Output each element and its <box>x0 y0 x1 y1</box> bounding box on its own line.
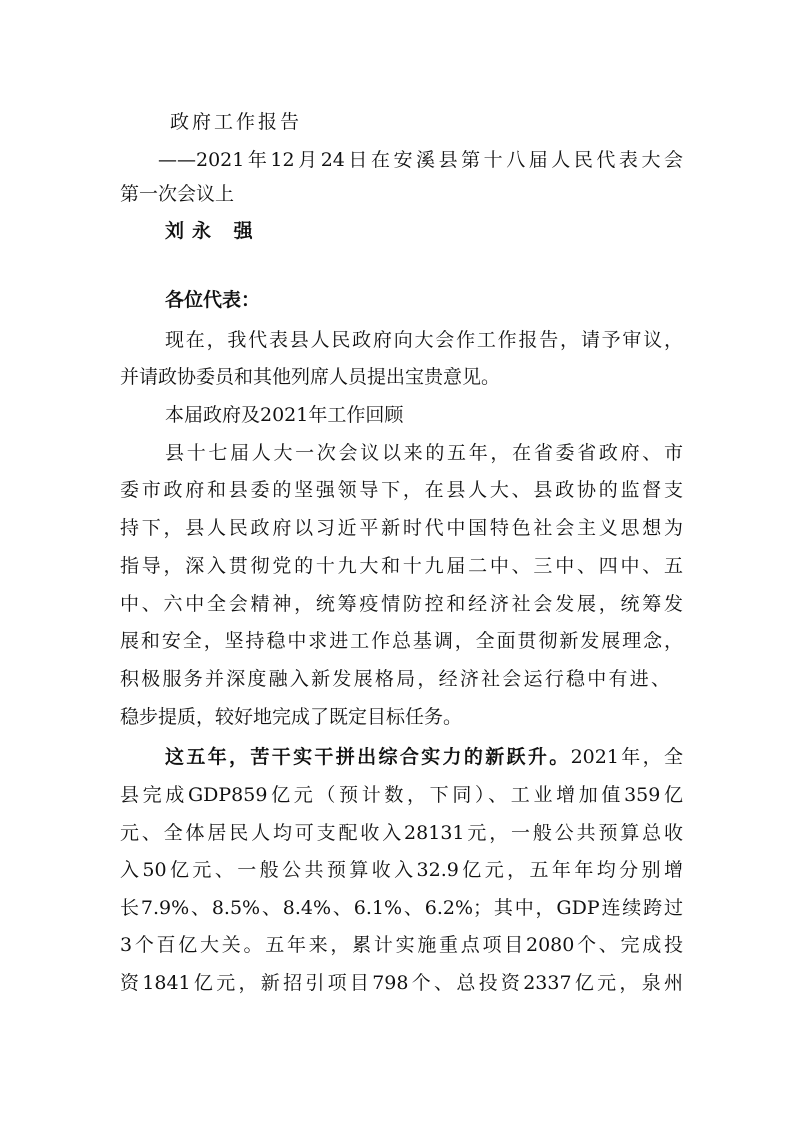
paragraph-line: 委市政府和县委的坚强领导下，在县人大、县政协的监督支 <box>120 479 683 501</box>
section-heading: 本届政府及2021年工作回顾 <box>165 404 404 426</box>
paragraph-line: 展和安全，坚持稳中求进工作总基调，全面贯彻新发展理念， <box>120 630 683 652</box>
bold-lead: 这五年，苦干实干拼出综合实力的新跃升。 <box>165 746 571 768</box>
paragraph-line: 县完成GDP859亿元（预计数，下同）、工业增加值359亿 <box>120 784 683 806</box>
paragraph-line: 长7.9%、8.5%、8.4%、6.1%、6.2%；其中，GDP连续跨过 <box>120 897 683 919</box>
paragraph-line: 指导，深入贯彻党的十九大和十九届二中、三中、四中、五 <box>120 555 683 577</box>
report-subtitle-cont: 第一次会议上 <box>120 183 235 205</box>
report-subtitle: ——2021年12月24日在安溪县第十八届人民代表大会 <box>158 149 683 171</box>
paragraph-line: 元、全体居民人均可支配收入28131元，一般公共预算总收 <box>120 822 683 844</box>
paragraph-line: 稳步提质，较好地完成了既定目标任务。 <box>120 706 463 728</box>
paragraph-line: 持下，县人民政府以习近平新时代中国特色社会主义思想为 <box>120 517 683 539</box>
paragraph-line: 县十七届人大一次会议以来的五年，在省委省政府、市 <box>165 442 683 464</box>
salutation: 各位代表： <box>165 289 261 311</box>
paragraph-line: 中、六中全会精神，统筹疫情防控和经济社会发展，统筹发 <box>120 593 683 615</box>
paragraph-line: 资1841亿元，新招引项目798个、总投资2337亿元，泉州 <box>120 972 683 994</box>
paragraph-line: 入50亿元、一般公共预算收入32.9亿元，五年年均分别增 <box>120 859 683 881</box>
intro-line: 并请政协委员和其他列席人员提出宝贵意见。 <box>120 366 501 388</box>
lead-rest: 2021年，全 <box>570 746 683 768</box>
intro-line: 现在，我代表县人民政府向大会作工作报告，请予审议， <box>165 329 683 351</box>
report-title: 政府工作报告 <box>170 111 303 133</box>
paragraph-line: 3个百亿大关。五年来，累计实施重点项目2080个、完成投 <box>120 934 683 956</box>
paragraph-lead-line <box>165 745 683 769</box>
author-name: 刘永 强 <box>165 220 261 242</box>
paragraph-line: 积极服务并深度融入新发展格局，经济社会运行稳中有进、 <box>120 668 670 690</box>
